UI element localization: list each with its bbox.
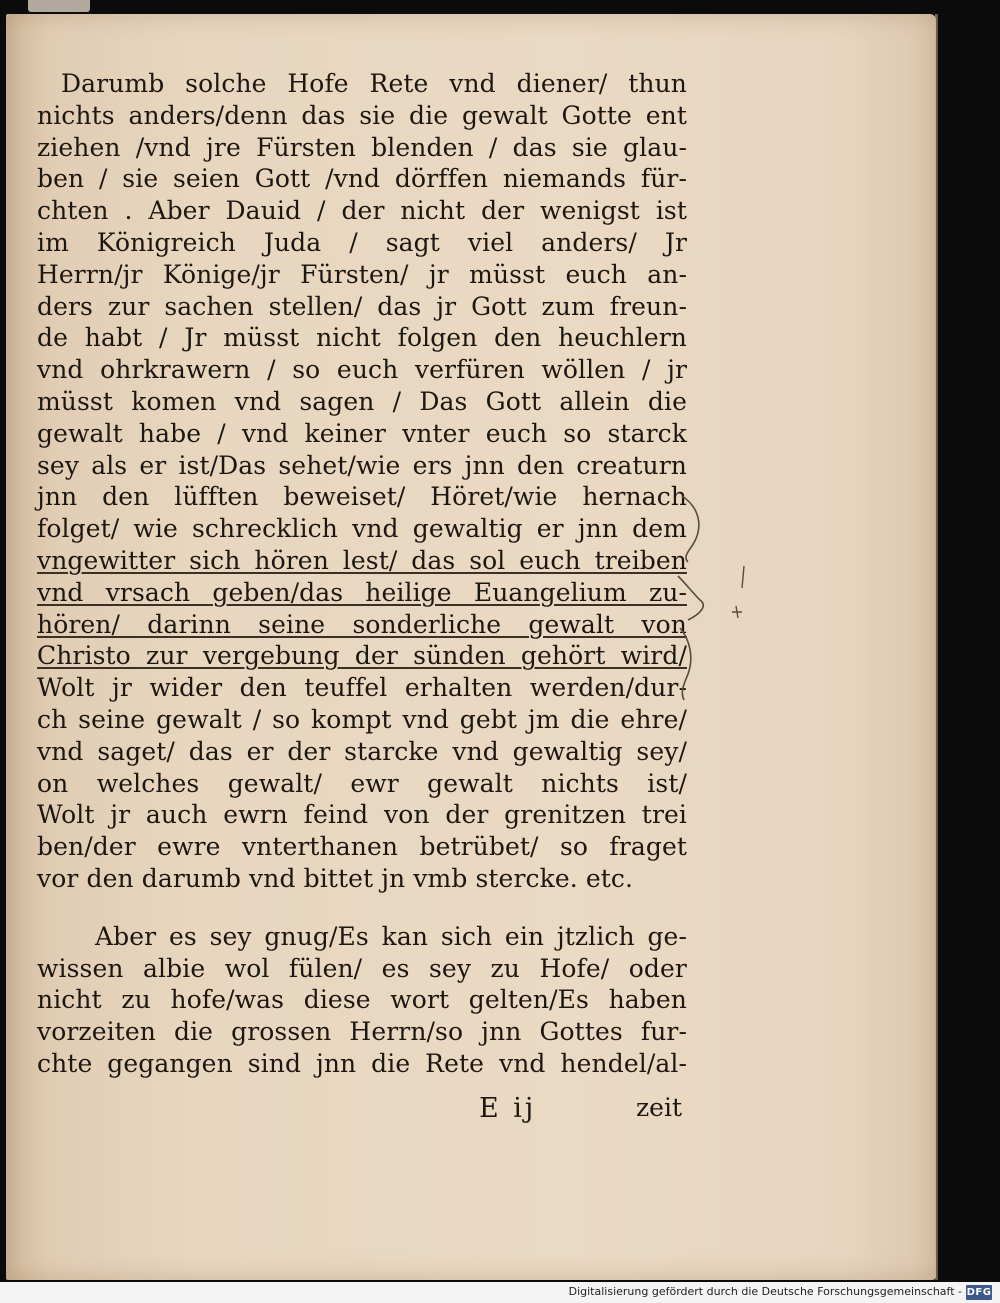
bracket-mark: [682, 496, 699, 562]
funding-notice: Digitalisierung gefördert durch die Deutsche Forschungsgemeinschaft -: [568, 1285, 962, 1298]
text-line: Aber es sey gnug/Es kan sich ein jtzlich ge-: [95, 921, 687, 951]
catchword: zeit: [635, 1093, 682, 1122]
page-text: [37, 68, 687, 1080]
paragraph-gap: [37, 895, 687, 921]
text-line: sey als er ist/Das sehet/wie ers jnn den creaturn: [37, 450, 687, 480]
text-line: nicht zu hofe/was diese wort gelten/Es haben: [37, 985, 687, 1015]
text-line: chten . Aber Dauid / der nicht der wenigst ist: [37, 196, 687, 226]
text-line: nichts anders/denn das sie die gewalt Gotte ent: [37, 100, 687, 130]
text-line: de habt / Jr müsst nicht folgen den heuchlern: [37, 323, 687, 353]
dfg-logo: DFG: [966, 1287, 992, 1298]
margin-annotation-marks: [670, 488, 780, 708]
text-line: ben/der ewre vnterthanen betrübet/ so fraget: [37, 832, 687, 862]
text-line: vor den darumb vnd bittet jn vmb stercke. etc.: [37, 863, 634, 893]
bracket-mark: [680, 628, 691, 700]
page-foot: [37, 1093, 682, 1127]
bracket-mark: [678, 576, 703, 620]
text-line: Wolt jr wider den teuffel erhalten werden/dur-: [37, 673, 687, 703]
text-line: vorzeiten die grossen Herrn/so jnn Gottes fur-: [37, 1017, 687, 1047]
underlined-text-line: vngewitter sich hören lest/ das sol euch treiben: [37, 545, 687, 575]
page-edge: [935, 14, 938, 1280]
text-line: chte gegangen sind jnn die Rete vnd hendel/al-: [37, 1048, 687, 1078]
text-line: ch seine gewalt / so kompt vnd gebt jm die ehre/: [37, 704, 687, 734]
text-line: Darumb solche Hofe Rete vnd diener/ thun: [61, 69, 687, 98]
text-line: ben / sie seien Gott /vnd dörffen niemands für-: [37, 164, 687, 194]
underlined-text-line: hören/ darinn seine sonderliche gewalt von: [37, 609, 687, 639]
footer-bar: [0, 1282, 1000, 1303]
text-line: on welches gewalt/ ewr gewalt nichts ist/: [37, 768, 687, 798]
signature-mark: E ij: [479, 1093, 537, 1124]
text-line: müsst komen vnd sagen / Das Gott allein die: [37, 386, 687, 416]
underlined-text-line: Christo zur vergebung der sünden gehört wird/: [37, 641, 687, 671]
text-line: vnd ohrkrawern / so euch verfüren wöllen / jr: [37, 355, 687, 385]
text-line: im Königreich Juda / sagt viel anders/ Jr: [37, 227, 687, 257]
underlined-text-line: vnd vrsach geben/das heilige Euangelium zu-: [37, 577, 687, 607]
text-line: vnd saget/ das er der starcke vnd gewaltig sey/: [37, 736, 687, 766]
binding-tab: [28, 0, 90, 12]
text-line: Wolt jr auch ewrn feind von der grenitzen trei: [37, 800, 687, 830]
text-line: ziehen /vnd jre Fürsten blenden / das sie glau-: [37, 132, 687, 162]
text-line: ders zur sachen stellen/ das jr Gott zum freun-: [37, 291, 687, 321]
text-line: jnn den lüfften beweiset/ Höret/wie hernach: [37, 482, 687, 512]
text-line: Herrn/jr Könige/jr Fürsten/ jr müsst euch an-: [37, 259, 687, 289]
text-line: gewalt habe / vnd keiner vnter euch so starck: [37, 418, 687, 448]
text-line: folget/ wie schrecklich vnd gewaltig er jnn dem: [37, 514, 687, 544]
pen-stroke-mark: [732, 606, 742, 618]
pen-stroke-mark: [742, 566, 744, 588]
text-line: wissen albie wol fülen/ es sey zu Hofe/ oder: [37, 953, 687, 983]
